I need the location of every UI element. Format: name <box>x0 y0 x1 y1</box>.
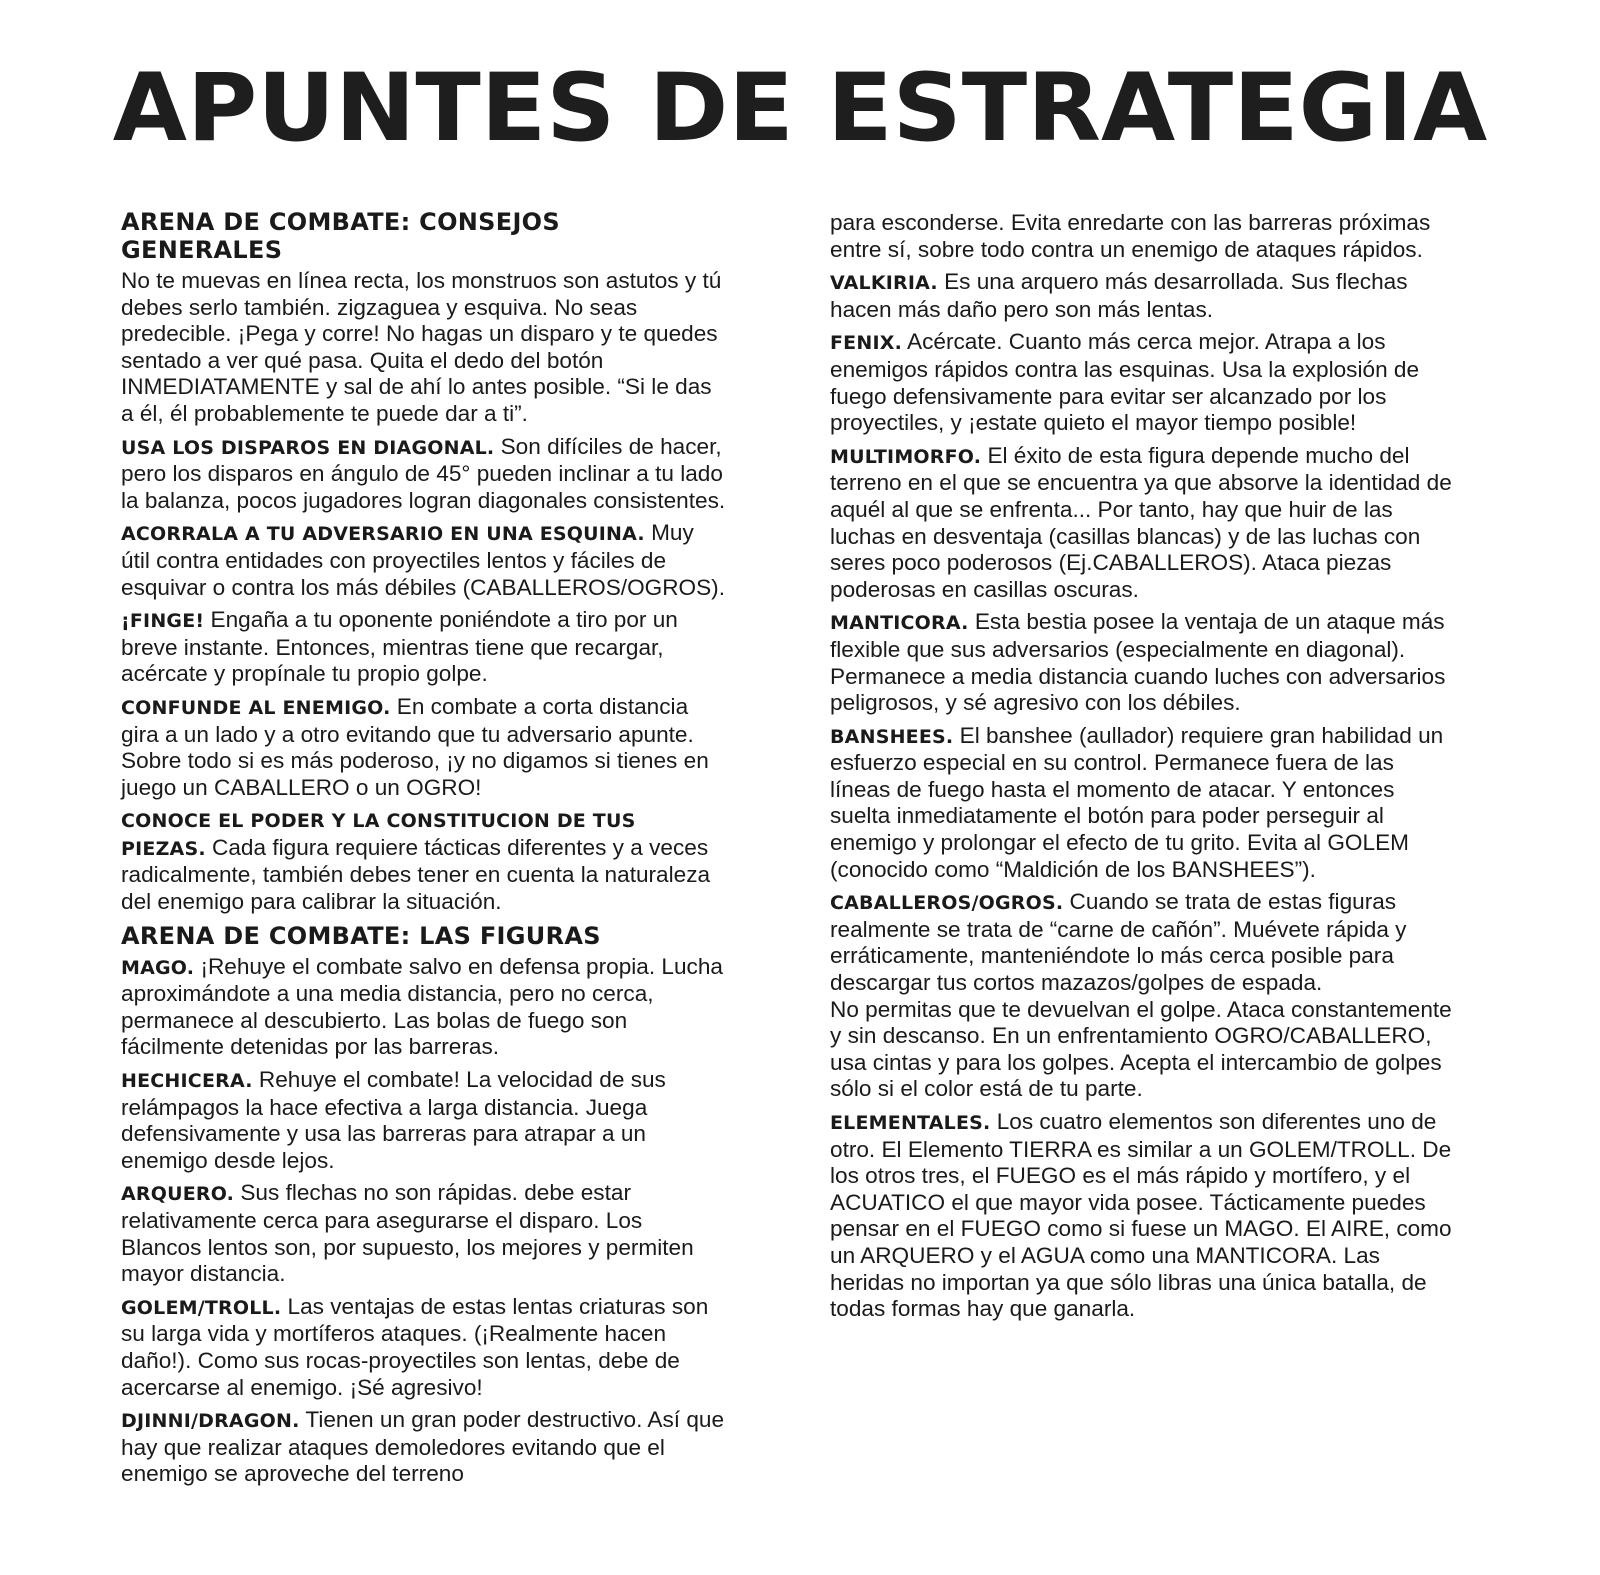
figure-paragraph <box>830 889 1460 996</box>
figure-lead: ARQUERO. <box>121 1183 235 1206</box>
figure-text: Sus flechas no son rápidas. debe estar relativamente cerca para asegurarse el disparo. Los Blancos lentos son, por supuesto, los mejores y permiten mayor distancia. <box>121 1180 694 1287</box>
tip-paragraph <box>121 607 726 688</box>
intro-paragraph: No te muevas en línea recta, los monstruos son astutos y tú debes serlo también. zigzaguea y esquiva. No seas predecible. ¡Pega y corre! No hagas un disparo y te quedes sentado a ver qué pasa. Quita el dedo del botón INMEDIATAMENTE y sal de ahí lo antes posible. “Si le das a él, él probablemente te puede dar a ti”. <box>121 268 722 426</box>
section-heading-figures: ARENA DE COMBATE: LAS FIGURAS <box>121 921 601 950</box>
figure-lead: ELEMENTALES. <box>830 1112 991 1134</box>
figure-paragraph <box>121 1067 726 1174</box>
tip-paragraph <box>121 434 726 515</box>
tip-lead: CONFUNDE AL ENEMIGO. <box>121 696 391 719</box>
left-column <box>121 208 726 1488</box>
figure-lead: CABALLEROS/OGROS. <box>830 892 1064 915</box>
figure-lead: HECHICERA. <box>121 1070 253 1093</box>
figure-lead: MANTICORA. <box>830 612 969 635</box>
figure-lead: DJINNI/DRAGON. <box>121 1410 300 1433</box>
tip-text: Muy útil contra entidades con proyectiles lentos y fáciles de esquivar o contra los más débiles (CABALLEROS/OGROS). <box>121 520 725 600</box>
figure-text: El banshee (aullador) requiere gran habilidad un esfuerzo especial en su control. Permanece fuera de las líneas de fuego hasta el momento de atacar. Y entonces suelta inmediatamente el botón para poder perseguir al enemigo y prolongar el efecto de tu grito. Evita al GOLEM (conocido como “Maldición de los BANSHEES”). <box>830 722 1444 882</box>
page-title: APUNTES DE ESTRATEGIA <box>112 54 1488 163</box>
figure-lead: FENIX. <box>830 332 902 355</box>
tip-lead: ACORRALA A TU ADVERSARIO EN UNA ESQUINA. <box>121 523 645 546</box>
right-column <box>830 210 1460 1323</box>
figure-lead: MULTIMORFO. <box>830 445 982 468</box>
tip-paragraph <box>121 520 726 601</box>
figure-paragraph <box>121 1294 726 1401</box>
figure-paragraph <box>830 1109 1460 1323</box>
figure-paragraph <box>830 329 1460 436</box>
tip-paragraph <box>121 807 726 915</box>
tip-lead: CONOCE EL PODER Y LA CONSTITUCION DE TUS PIEZAS. <box>121 810 636 860</box>
figure-lead: MAGO. <box>121 956 195 979</box>
figure-lead: BANSHEES. <box>830 725 954 748</box>
figure-paragraph <box>121 954 726 1061</box>
tip-text: Son difíciles de hacer, pero los disparos en ángulo de 45° pueden inclinar a tu lado la balanza, pocos jugadores logran diagonales consistentes. <box>121 433 726 513</box>
figure-paragraph <box>121 1180 726 1287</box>
tip-paragraph <box>121 694 726 801</box>
figure-text: Las ventajas de estas lentas criaturas son su larga vida y mortíferos ataques. (¡Realmente hacen daño!). Como sus rocas-proyectiles son lentas, debe de acercarse al enemigo. ¡Sé agresivo! <box>121 1293 709 1400</box>
figure-paragraph-continued: No permitas que te devuelvan el golpe. Ataca constantemente y sin descanso. En un enfrentamiento OGRO/CABALLERO, usa cintas y para los golpes. Acepta el intercambio de golpes sólo si el color está de tu parte. <box>830 996 1452 1102</box>
figure-paragraph <box>830 269 1460 323</box>
figure-text: Esta bestia posee la ventaja de un ataque más flexible que sus adversarios (especialmente en diagonal). Permanece a media distancia cuando luches con adversarios peligrosos, y sé agresivo con los débiles. <box>830 609 1446 716</box>
figure-text: Acércate. Cuanto más cerca mejor. Atrapa a los enemigos rápidos contra las esquinas. Usa la explosión de fuego defensivamente para evitar ser alcanzado por los proyectiles, y ¡estate quieto el mayor tiempo posible! <box>830 329 1420 436</box>
figure-text: El éxito de esta figura depende mucho del terreno en el que se encuentra ya que absorve la identidad de aquél al que se enfrenta... Por tanto, hay que huir de las luchas en desventaja (casillas blancas) y de las luchas con seres poco poderosos (Ej.CABALLEROS). Ataca piezas poderosas en casillas oscuras. <box>830 442 1452 602</box>
continuation-paragraph: para esconderse. Evita enredarte con las barreras próximas entre sí, sobre todo contra un enemigo de ataques rápidos. <box>830 210 1431 262</box>
figure-text: Es una arquero más desarrollada. Sus flechas hacen más daño pero son más lentas. <box>830 269 1408 322</box>
figure-text: Rehuye el combate! La velocidad de sus relámpagos la hace efectiva a larga distancia. Juega defensivamente y usa las barreras para atrapar a un enemigo desde lejos. <box>121 1067 666 1173</box>
figure-paragraph <box>830 609 1460 716</box>
tip-text: Engaña a tu oponente poniéndote a tiro por un breve instante. Entonces, mientras tiene que recargar, acércate y propínale tu propio golpe. <box>121 607 678 687</box>
figure-text: Los cuatro elementos son diferentes uno de otro. El Elemento TIERRA es similar a un GOLEM/TROLL. De los otros tres, el FUEGO es el más rápido y mortífero, y el ACUATICO el que mayor vida posee. Tácticamente puedes pensar en el FUEGO como si fuese un MAGO. El AIRE, como un ARQUERO y el AGUA como una MANTICORA. Las heridas no importan ya que sólo libras una única batalla, de todas formas hay que ganarla. <box>830 1109 1452 1322</box>
tip-text: En combate a corta distancia gira a un lado y a otro evitando que tu adversario apunte. Sobre todo si es más poderoso, ¡y no digamos si tienes en juego un CABALLERO o un OGRO! <box>121 693 709 800</box>
figure-paragraph <box>830 723 1460 884</box>
tip-text: Cada figura requiere tácticas diferentes y a veces radicalmente, también debes tener en cuenta la naturaleza del enemigo para calibrar la situación. <box>121 834 711 915</box>
figure-text: ¡Rehuye el combate salvo en defensa propia. Lucha aproximándote a una media distancia, pero no cerca, permanece al descubierto. Las bolas de fuego son fácilmente detenidas por las barreras. <box>121 953 723 1060</box>
figure-text: Tienen un gran poder destructivo. Así que hay que realizar ataques demoledores evitando que el enemigo se aproveche del terreno <box>121 1407 725 1487</box>
figure-lead: GOLEM/TROLL. <box>121 1296 282 1319</box>
figure-text: Cuando se trata de estas figuras realmente se trata de “carne de cañón”. Muévete rápida y erráticamente, manteniéndote lo más cerca posible para descargar tus cortos mazazos/golpes de espada. <box>830 889 1407 996</box>
tip-lead: USA LOS DISPAROS EN DIAGONAL. <box>121 436 495 459</box>
figure-lead: VALKIRIA. <box>830 272 938 295</box>
figure-paragraph <box>121 1407 726 1488</box>
figure-paragraph <box>830 443 1460 604</box>
tip-lead: ¡FINGE! <box>121 610 205 633</box>
section-heading-general-tips: ARENA DE COMBATE: CONSEJOS GENERALES <box>121 208 560 264</box>
